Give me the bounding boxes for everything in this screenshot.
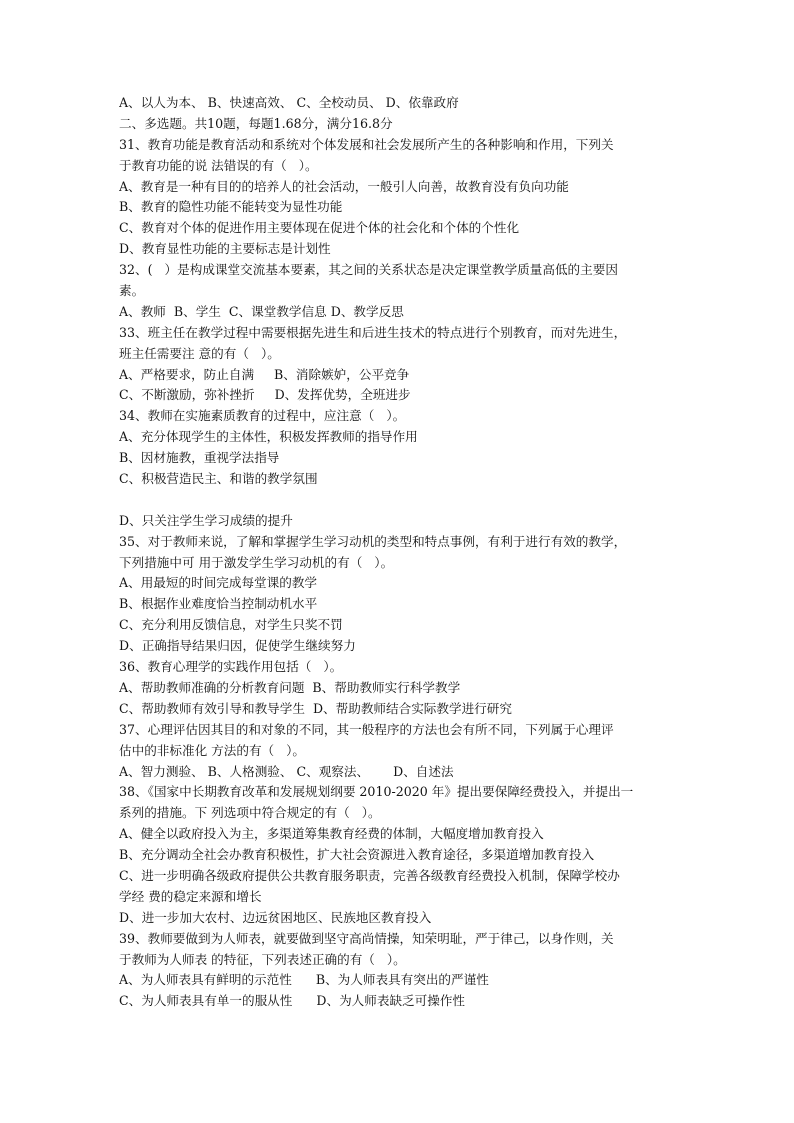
question-33-options-ab: A、严格要求，防止自满 B、消除嫉妒，公平竞争 xyxy=(119,366,410,382)
question-34-option-b: B、因材施教，重视学法指导 xyxy=(119,450,280,466)
document-page xyxy=(119,93,684,1012)
question-38-option-b: B、充分调动全社会办教育积极性，扩大社会资源进入教育途径，多渠道增加教育投入 xyxy=(119,847,595,863)
question-37-stem-line-1: 37、心理评估因其目的和对象的不同，其一般程序的方法也会有所不同，下列属于心理评 xyxy=(119,721,614,737)
question-38-option-c-line-2: 学经 费的稳定来源和增长 xyxy=(119,888,262,904)
question-31-option-c: C、教育对个体的促进作用主要体现在促进个体的社会化和个体的个性化 xyxy=(119,220,520,236)
question-39-stem-line-1: 39、教师要做到为人师表，就要做到坚守高尚情操，知荣明耻，严于律己，以身作则，关 xyxy=(119,930,614,946)
question-34-option-a: A、充分体现学生的主体性，积极发挥教师的指导作用 xyxy=(119,429,418,445)
question-39-options-cd: C、为人师表具有单一的服从性 D、为人师表缺乏可操作性 xyxy=(119,993,466,1009)
question-39-stem-line-2: 于教师为人师表 的特征，下列表述正确的有（ ）。 xyxy=(119,951,406,967)
question-30-options: A、以人为本、 B、快速高效、 C、全校动员、 D、依靠政府 xyxy=(119,95,459,110)
question-35-option-b: B、根据作业难度恰当控制动机水平 xyxy=(119,596,318,612)
question-38-stem-line-2: 系列的措施。下 列选项中符合规定的有（ ）。 xyxy=(119,805,381,821)
blank-line xyxy=(119,490,684,511)
question-31-option-a: A、教育是一种有目的的培养人的社会活动，一般引人向善，故教育没有负向功能 xyxy=(119,178,569,194)
question-38-option-c-line-1: C、进一步明确各级政府提供公共教育服务职责，完善各级教育经费投入机制，保障学校办 xyxy=(119,867,620,883)
question-35-option-c: C、充分利用反馈信息，对学生只奖不罚 xyxy=(119,617,343,633)
question-36-options-ab: A、帮助教师准确的分析教育问题 B、帮助教师实行科学教学 xyxy=(119,679,461,695)
question-32-stem-line-1: 32、( ）是构成课堂交流基本要素，其之间的关系状态是决定课堂教学质量高低的主要因 xyxy=(119,262,618,278)
question-35-stem-line-2: 下列措施中可 用于激发学生学习动机的有（ ）。 xyxy=(119,554,394,570)
question-38-option-d: D、进一步加大农村、边远贫困地区、民族地区教育投入 xyxy=(119,909,432,925)
question-35-stem-line-1: 35、对于教师来说，了解和掌握学生学习动机的类型和特点事例，有利于进行有效的教学， xyxy=(119,533,627,549)
question-37-stem-line-2: 估中的非标准化 方法的有（ ）。 xyxy=(119,742,306,758)
question-33-options-cd: C、不断激励，弥补挫折 D、发挥优势，全班进步 xyxy=(119,387,411,403)
question-33-stem-line-2: 班主任需要注 意的有（ ）。 xyxy=(119,345,280,361)
question-35-option-a: A、用最短的时间完成每堂课的教学 xyxy=(119,575,318,591)
question-36-options-cd: C、帮助教师有效引导和教导学生 D、帮助教师结合实际教学进行研究 xyxy=(119,700,512,716)
question-37-options: A、智力测验、 B、人格测验、 C、观察法、 D、自述法 xyxy=(119,763,454,779)
section-heading-multiple-choice: 二、多选题。共10题，每题1.68分，满分16.8分 xyxy=(119,115,393,131)
question-38-option-a: A、健全以政府投入为主，多渠道筹集教育经费的体制，大幅度增加教育投入 xyxy=(119,826,544,842)
question-32-options: A、教师 B、学生 C、课堂教学信息 D、教学反思 xyxy=(119,303,404,319)
question-38-stem-line-1: 38、《国家中长期教育改革和发展规划纲要 2010-2020 年》提出要保障经费投入，并提出一 xyxy=(119,784,634,800)
question-31-stem-line-2: 于教育功能的说 法错误的有（ ）。 xyxy=(119,157,318,173)
question-31-option-d: D、教育显性功能的主要标志是计划性 xyxy=(119,241,331,257)
question-34-option-c: C、积极营造民主、和谐的教学氛围 xyxy=(119,471,318,487)
question-33-stem-line-1: 33、班主任在教学过程中需要根据先进生和后进生技术的特点进行个别教育，而对先进生， xyxy=(119,324,627,340)
question-34-option-d: D、只关注学生学习成绩的提升 xyxy=(119,512,293,528)
question-36-stem: 36、教育心理学的实践作用包括（ ）。 xyxy=(119,659,343,675)
question-39-options-ab: A、为人师表具有鲜明的示范性 B、为人师表具有突出的严谨性 xyxy=(119,972,489,988)
question-31-stem-line-1: 31、教育功能是教育活动和系统对个体发展和社会发展所产生的各种影响和作用，下列关 xyxy=(119,136,614,152)
question-32-stem-line-2: 素。 xyxy=(119,283,145,299)
question-35-option-d: D、正确指导结果归因，促使学生继续努力 xyxy=(119,638,356,654)
question-31-option-b: B、教育的隐性功能不能转变为显性功能 xyxy=(119,199,343,215)
question-34-stem: 34、教师在实施素质教育的过程中，应注意（ ）。 xyxy=(119,408,406,424)
